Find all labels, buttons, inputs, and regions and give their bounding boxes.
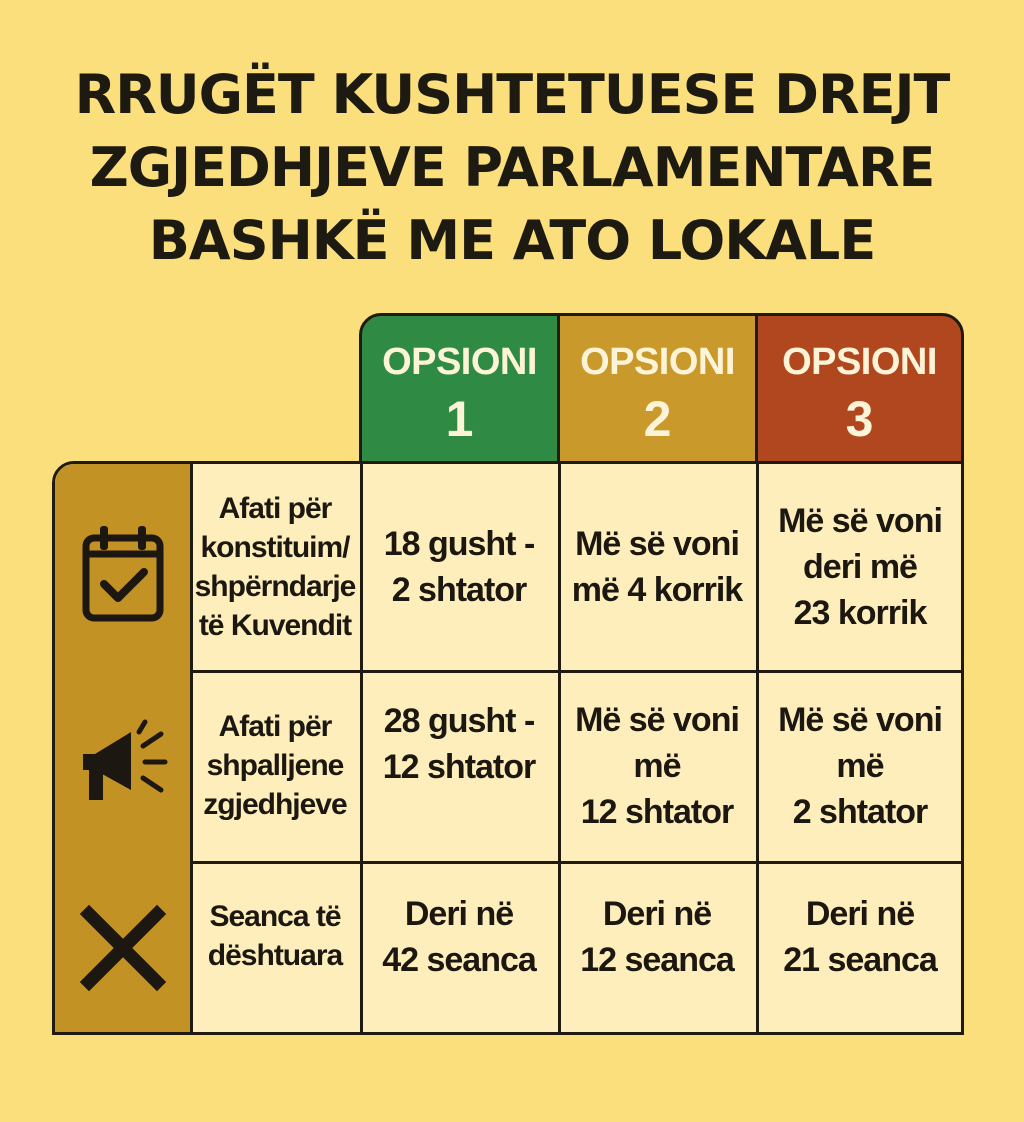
megaphone-icon [75, 716, 171, 816]
option-3-label: OPSIONI [782, 341, 937, 383]
row-3-option-3 [756, 861, 964, 1035]
row-1-label [190, 464, 363, 673]
row-2-label [190, 670, 363, 864]
row-3-option-3-text: Deri në 21 seanca [783, 895, 937, 979]
row-1-option-3 [756, 464, 964, 673]
row-1-label-text: Afati për konstituim/ shpërndarje të Kuvendit [194, 492, 356, 642]
row-3-label [190, 861, 363, 1035]
cross-icon [77, 902, 169, 994]
row-2-option-2-text: Më së voni më 12 shtator [575, 700, 739, 831]
row-3-option-2-text: Deri në 12 seanca [580, 895, 734, 979]
row-2-option-3-text: Më së voni më 2 shtator [778, 700, 942, 831]
row-3-option-2 [558, 861, 759, 1035]
title-line-3: BASHKË ME ATO LOKALE [148, 209, 876, 272]
calendar-check-icon [82, 508, 164, 626]
option-3-header [755, 313, 964, 464]
option-2-number: 2 [643, 391, 672, 447]
option-2-label: OPSIONI [580, 341, 735, 383]
page-title [0, 58, 1024, 277]
option-1-label: OPSIONI [382, 341, 537, 383]
row-2-icon-cell [55, 670, 193, 864]
row-3-option-1 [360, 861, 561, 1035]
row-1-option-1 [360, 464, 561, 673]
row-3-label-text: Seanca të dështuara [207, 900, 343, 972]
row-3-option-1-text: Deri në 42 seanca [382, 895, 536, 979]
option-1-header [359, 313, 560, 464]
row-3-icon-cell [55, 861, 193, 1035]
row-1-option-2 [558, 464, 759, 673]
row-2-option-1-text: 28 gusht - 12 shtator [382, 702, 536, 786]
comparison-table [52, 461, 964, 1035]
option-3-number: 3 [845, 391, 874, 447]
title-line-2: ZGJEDHJEVE PARLAMENTARE [89, 136, 935, 199]
row-2-label-text: Afati për shpalljene zgjedhjeve [203, 710, 347, 821]
row-1-icon-cell [55, 464, 193, 673]
row-1-option-1-text: 18 gusht - 2 shtator [383, 525, 535, 609]
row-2-option-2 [558, 670, 759, 864]
title-line-1: RRUGËT KUSHTETUESE DREJT [74, 63, 950, 126]
row-2-option-1 [360, 670, 561, 864]
row-1-option-2-text: Më së voni më 4 korrik [571, 525, 743, 609]
row-1-option-3-text: Më së voni deri më 23 korrik [778, 502, 942, 632]
row-2-option-3 [756, 670, 964, 864]
option-1-number: 1 [445, 391, 474, 447]
option-2-header [557, 313, 758, 464]
